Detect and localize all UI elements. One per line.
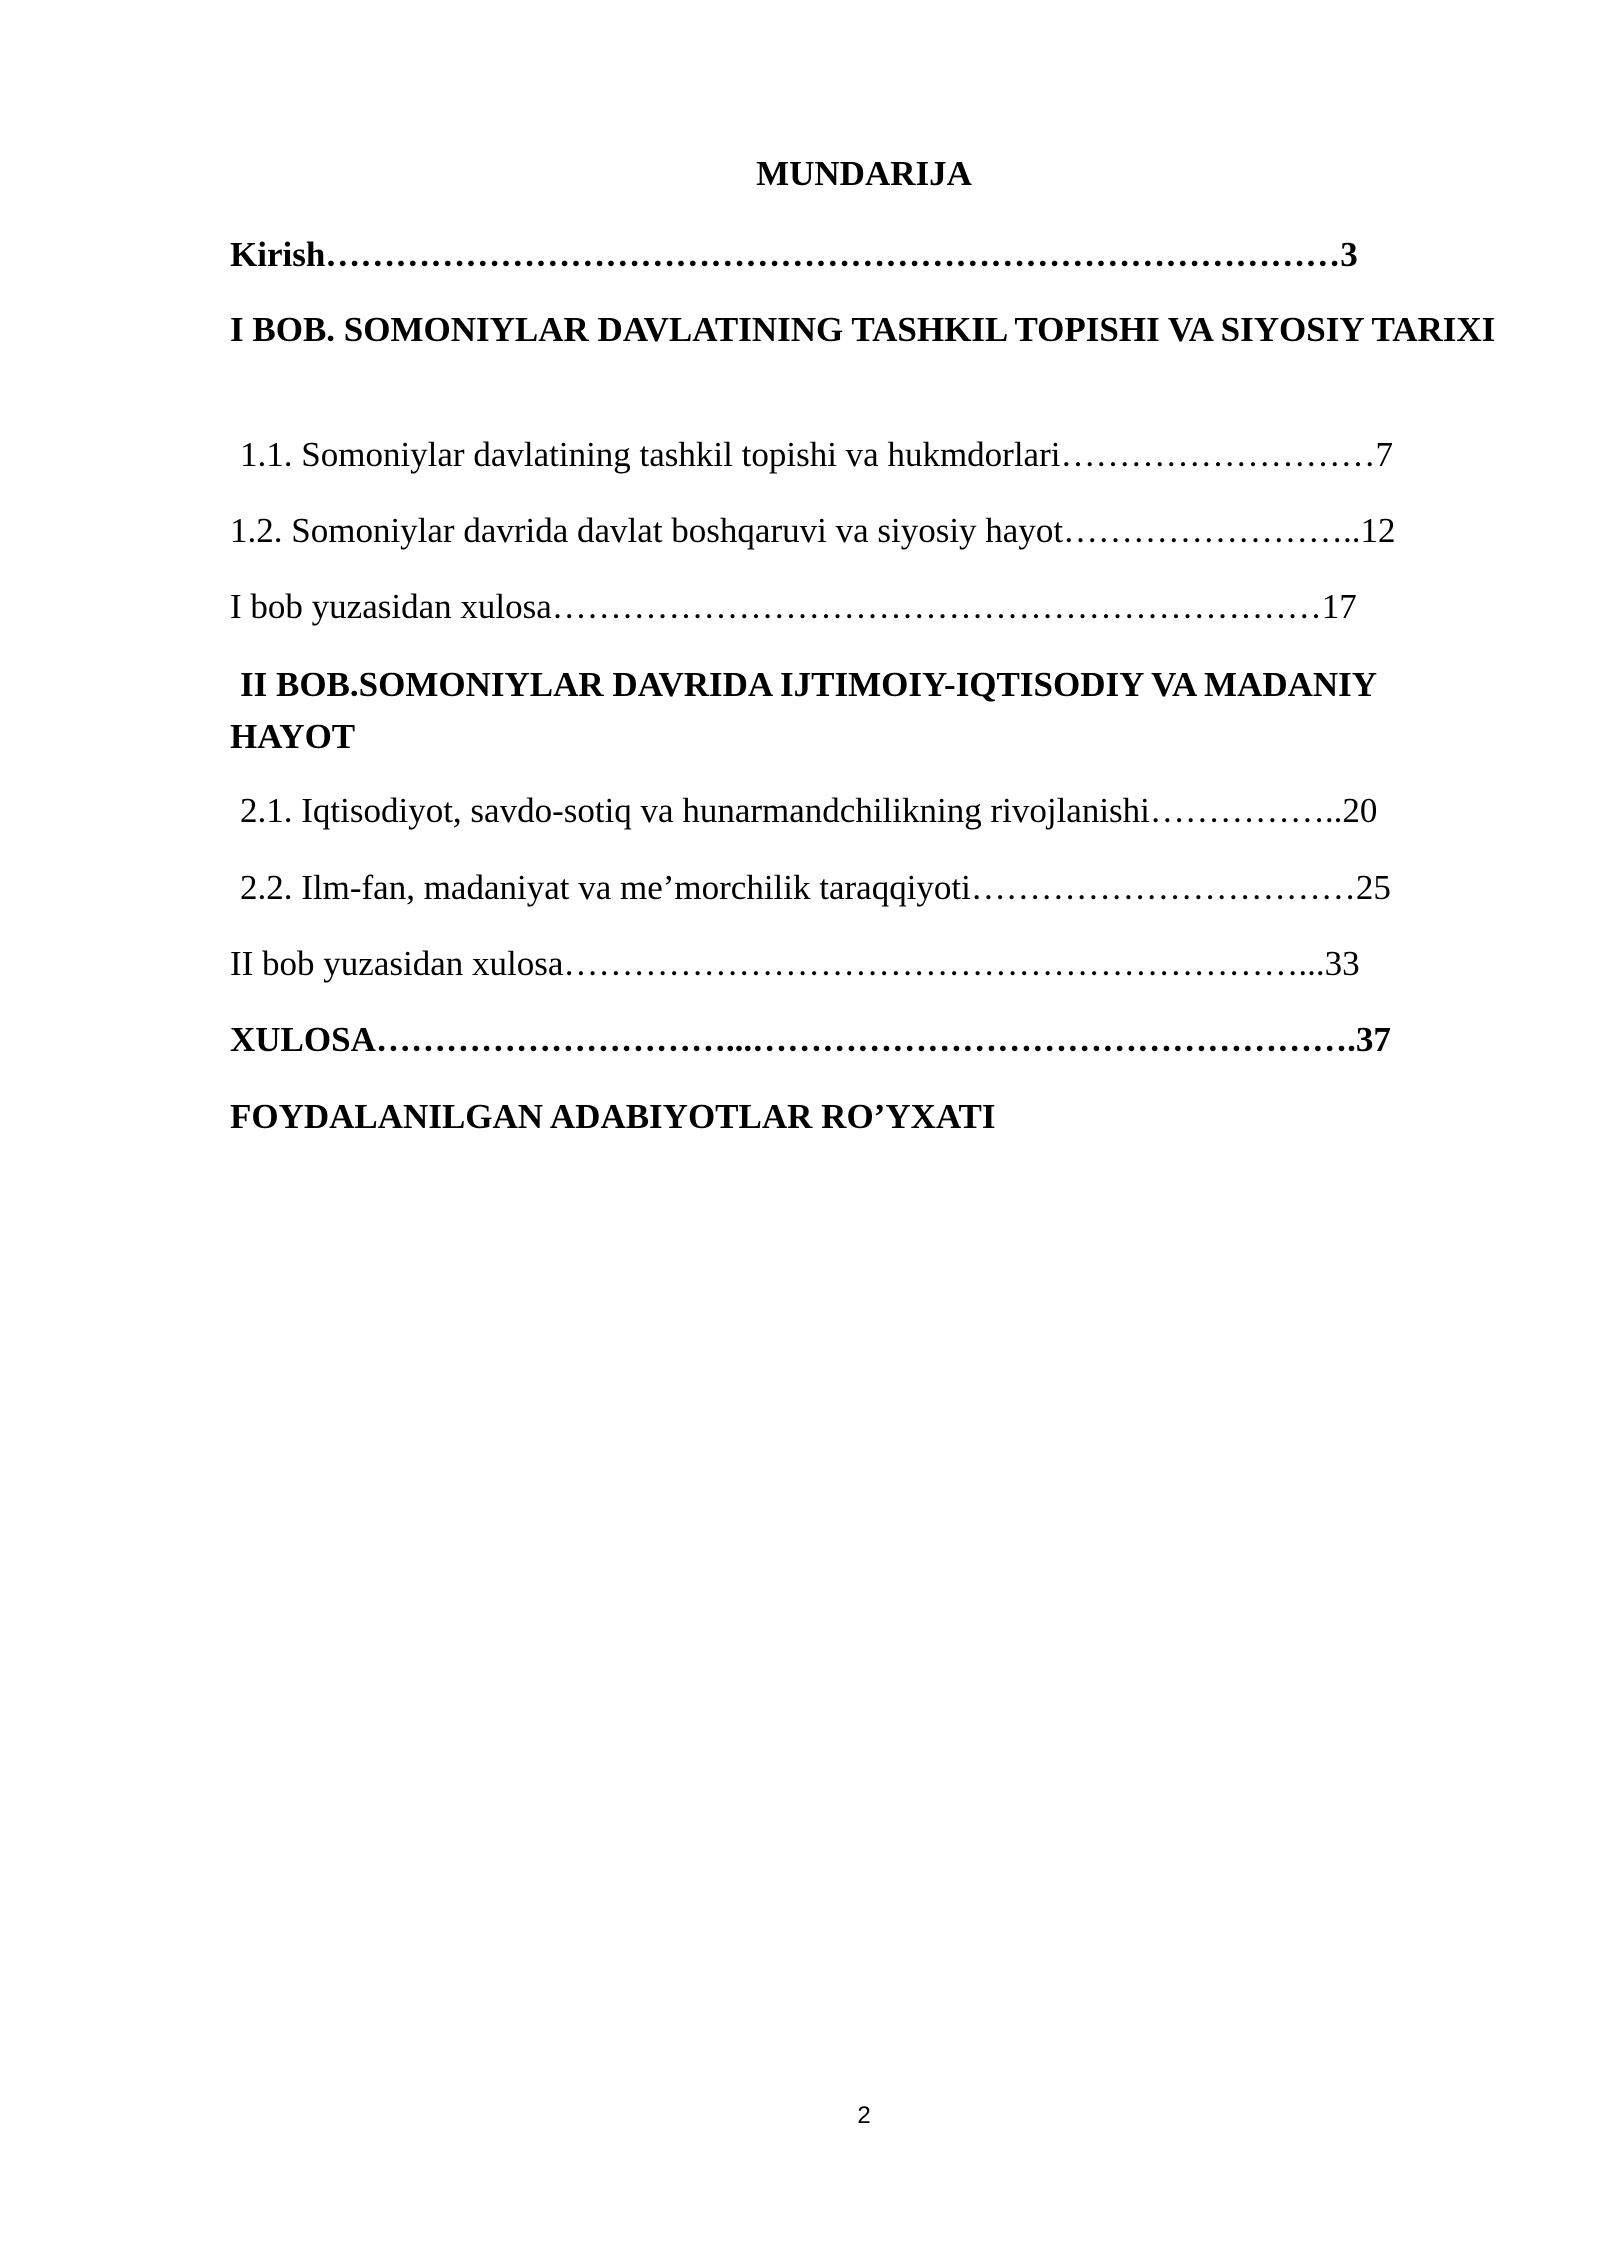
toc-entry-chapter-1-summary: I bob yuzasidan xulosa…………………………………………………………17 xyxy=(230,587,1357,626)
toc-chapter-1: I BOB. SOMONIYLAR DAVLATINING TASHKIL TOPISHI VA SIYOSIY TARIXI xyxy=(230,310,1496,349)
toc-chapter-2: II BOB.SOMONIYLAR DAVRIDA IJTIMOIY-IQTISODIY VA MADANIY HAYOT xyxy=(230,665,1376,756)
toc-entry-section-2-1: 2.1. Iqtisodiyot, savdo-sotiq va hunarmandchilikning rivojlanishi……………..20 xyxy=(240,791,1378,830)
toc-entry-section-1-2: 1.2. Somoniylar davrida davlat boshqaruvi va siyosiy hayot……………………..12 xyxy=(230,511,1396,550)
page-title: MUNDARIJA xyxy=(756,154,972,193)
toc-entry-section-1-1: 1.1. Somoniylar davlatining tashkil topishi va hukmdorlari………………………7 xyxy=(240,435,1393,474)
toc-entry-conclusion: XULOSA…………………………...…………………………………………….37 xyxy=(230,1020,1391,1059)
toc-entry-chapter-2-summary: II bob yuzasidan xulosa………………………………………………………...33 xyxy=(230,944,1360,983)
toc-entry-section-2-2: 2.2. Ilm-fan, madaniyat va me’morchilik taraqqiyoti……………………………25 xyxy=(240,868,1391,907)
toc-entry-references: FOYDALANILGAN ADABIYOTLAR RO’YXATI xyxy=(230,1097,996,1136)
toc-entry-intro: Kirish……………………………………………………………………………3 xyxy=(230,235,1358,274)
page-number: 2 xyxy=(857,2102,871,2129)
